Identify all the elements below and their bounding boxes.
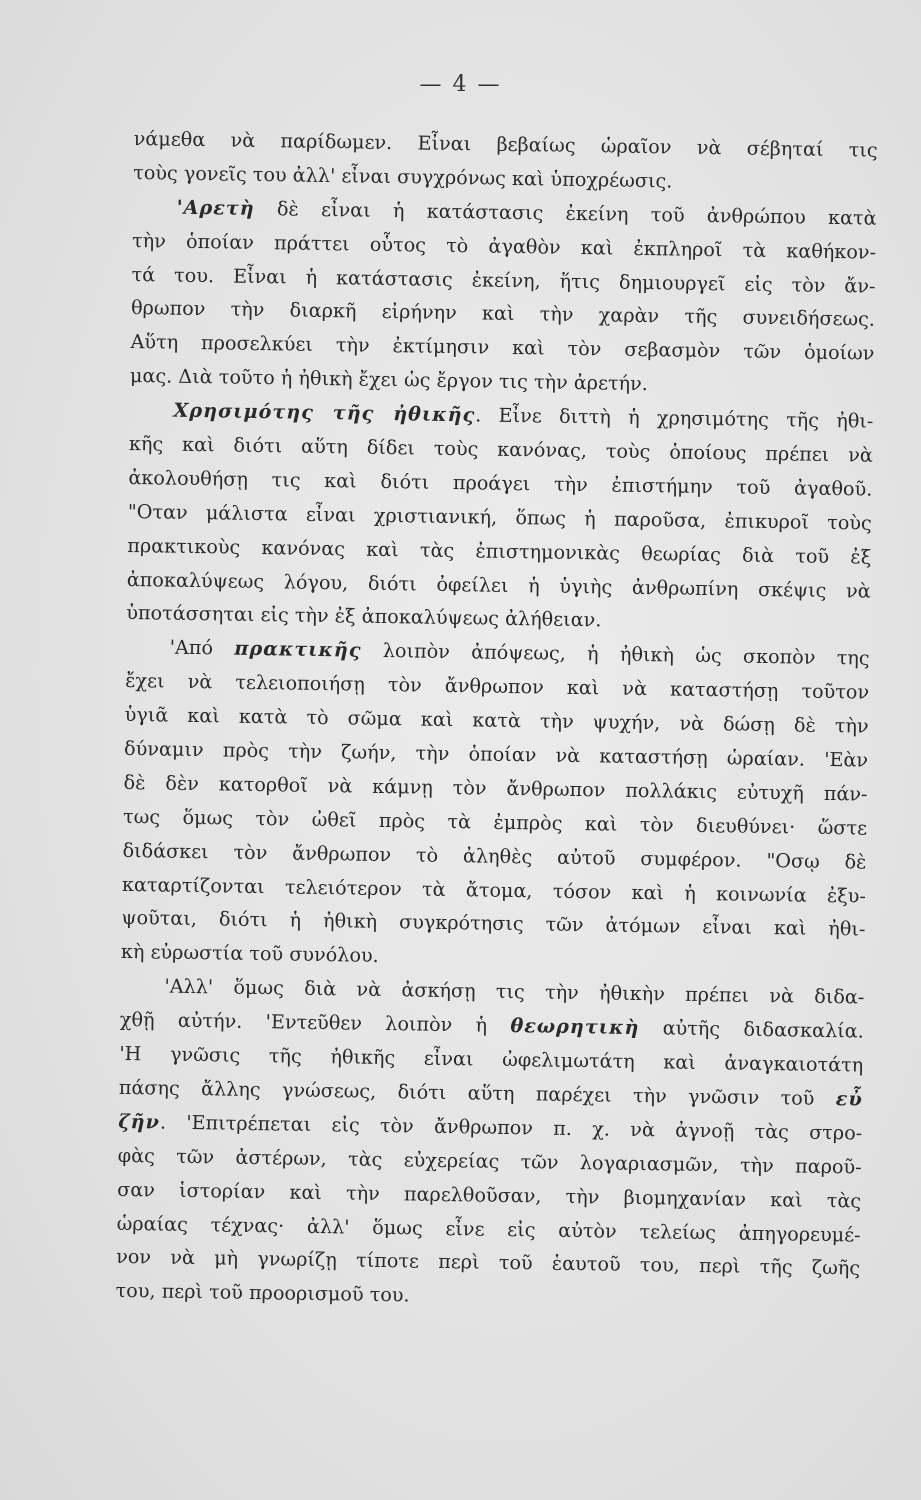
text-segment: τά του. Εἶναι ἡ κατάστασις ἐκείνη, ἥτις δημιουργεῖ εἰς τὸν ἄν-: [131, 262, 876, 298]
text-segment: διδάσκει τὸν ἄνθρωπον τὸ ἀληθὲς αὐτοῦ συμφέρον. "Οσῳ δὲ: [122, 838, 867, 874]
text-segment: ἀποκαλύψεως λόγου, διότι ὀφείλει ἡ ὑγιὴς ἀνθρωπίνη σκέψις νὰ: [126, 567, 871, 603]
text-segment: θρωπον τὴν διαρκῆ εἰρήνην καὶ τὴν χαρὰν τῆς συνειδήσεως.: [130, 296, 876, 332]
text-segment: τοὺς γονεῖς του ἀλλ' εἶναι συγχρόνως καὶ ὑποχρέωσις.: [133, 160, 673, 193]
emphasized-term: 'Αρετὴ: [176, 195, 255, 220]
text-segment: νον νὰ μὴ γνωρίζῃ τίποτε περὶ τοῦ ἑαυτοῦ του, περὶ τῆς ζωῆς: [115, 1245, 861, 1280]
text-segment: δύναμιν πρὸς τὴν ζωήν, τὴν ὁποίαν νὰ καταστήσῃ ὡραίαν. 'Εὰν: [123, 736, 869, 772]
emphasized-term: πρακτικῆς: [234, 637, 362, 662]
text-segment: λοιπὸν ἀπόψεως, ἡ ἠθικὴ ὡς σκοπὸν της: [361, 638, 870, 670]
text-segment: δὲ εἶναι ἡ κατάστασις ἐκείνη τοῦ ἀνθρώπου κατὰ: [254, 196, 877, 230]
text-segment: Αὕτη προσελκύει τὴν ἐκτίμησιν καὶ τὸν σεβασμὸν τῶν ὁμοίων: [130, 330, 875, 366]
text-segment: αὐτῆς διδασκαλία.: [639, 1016, 864, 1043]
text-segment: σαν ἱστορίαν καὶ τὴν παρελθοῦσαν, τὴν βιομηχανίαν καὶ τὰς: [117, 1177, 862, 1213]
text-segment: μας. Διὰ τοῦτο ἡ ἠθικὴ ἔχει ὡς ἔργον τις τὴν ἀρετήν.: [129, 364, 649, 396]
text-segment: ψοῦται, διότι ἡ ἠθικὴ συγκρότησις τῶν ἀτόμων εἶναι καὶ ἠθι-: [121, 906, 866, 942]
text-segment: κῆς καὶ διότι αὕτη δίδει τοὺς κανόνας, τοὺς ὁποίους πρέπει νὰ: [128, 431, 874, 467]
text-segment: χθῇ αὐτήν. 'Εντεῦθεν λοιπὸν ἡ: [119, 1008, 511, 1038]
text-segment: τὴν ὁποίαν πράττει οὗτος τὸ ἀγαθὸν καὶ ἐκπληροῖ τὰ καθήκον-: [131, 228, 877, 264]
text-segment: . Εἶνε διττὴ ἡ χρησιμότης τῆς ἠθι-: [475, 403, 874, 433]
text-segment: του, περὶ τοῦ προορισμοῦ του.: [115, 1279, 410, 1307]
text-segment: "Οταν μάλιστα εἶναι χριστιανική, ὅπως ἡ παροῦσα, ἐπικυροῖ τοὺς: [127, 499, 872, 535]
text-segment: πρακτικοὺς κανόνας καὶ τὰς ἐπιστημονικὰς θεωρίας διὰ τοῦ ἐξ: [127, 533, 872, 569]
page-number: — 4 —: [419, 72, 502, 97]
text-segment: φὰς τῶν ἀστέρων, τὰς εὐχερείας τῶν λογαριασμῶν, τὴν παροῦ-: [117, 1143, 862, 1179]
text-segment: καταρτίζονται τελειότερον τὰ ἄτομα, τόσον καὶ ἡ κοινωνία ἐξυ-: [121, 872, 867, 908]
body-text: [115, 122, 878, 1320]
text-segment: κὴ εὐρωστία τοῦ συνόλου.: [120, 940, 379, 968]
text-segment: . 'Επιτρέπεται εἰς τὸν ἄνθρωπον π. χ. νὰ ἀγνοῇ τὰς στρο-: [159, 1110, 863, 1145]
text-segment: νάμεθα νὰ παρίδωμεν. Εἶναι βεβαίως ὡραῖον νὰ σέβηταί τις: [133, 126, 878, 162]
text-segment: ὡραίας τέχνας· ἀλλ' ὅμως εἶνε εἰς αὐτὸν τελείως ἀπηγορευμέ-: [116, 1211, 861, 1247]
text-segment: 'Η γνῶσις τῆς ἠθικῆς εἶναι ὠφελιμωτάτη καὶ ἀναγκαιοτάτη: [119, 1041, 864, 1077]
emphasized-term: Χρησιμότης τῆς ἠθικῆς: [173, 398, 476, 427]
text-segment: δὲ δὲν κατορθοῖ νὰ κάμνῃ τὸν ἄνθρωπον πολλάκις εὐτυχῆ πάν-: [123, 770, 868, 806]
text-segment: ἀκολουθήσῃ τις καὶ διότι προάγει τὴν ἐπιστήμην τοῦ ἀγαθοῦ.: [128, 465, 873, 501]
text-segment: 'Από: [169, 635, 235, 660]
text-segment: πάσης ἄλλης γνώσεως, διότι αὕτη παρέχει τὴν γνῶσιν τοῦ: [118, 1075, 836, 1111]
emphasized-term: ζῆν: [118, 1109, 161, 1134]
text-segment: ὑγιᾶ καὶ κατὰ τὸ σῶμα καὶ κατὰ τὴν ψυχήν, νὰ δώσῃ δὲ τὴν: [124, 703, 869, 738]
text-segment: ἔχει νὰ τελειοποιήσῃ τὸν ἄνθρωπον καὶ νὰ καταστήσῃ τοῦτον: [125, 669, 870, 704]
text-segment: ὑποτάσσηται εἰς τὴν ἐξ ἀποκαλύψεως ἀλήθειαν.: [126, 601, 602, 632]
text-segment: τως ὅμως τὸν ὠθεῖ πρὸς τὰ ἐμπρὸς καὶ τὸν διευθύνει· ὥστε: [122, 804, 868, 840]
text-segment: 'Αλλ' ὅμως διὰ νὰ ἀσκήσῃ τις τὴν ἠθικὴν πρέπει νὰ διδα-: [164, 974, 865, 1009]
emphasized-term: εὖ: [835, 1087, 863, 1111]
emphasized-term: θεωρητικὴ: [510, 1014, 640, 1040]
